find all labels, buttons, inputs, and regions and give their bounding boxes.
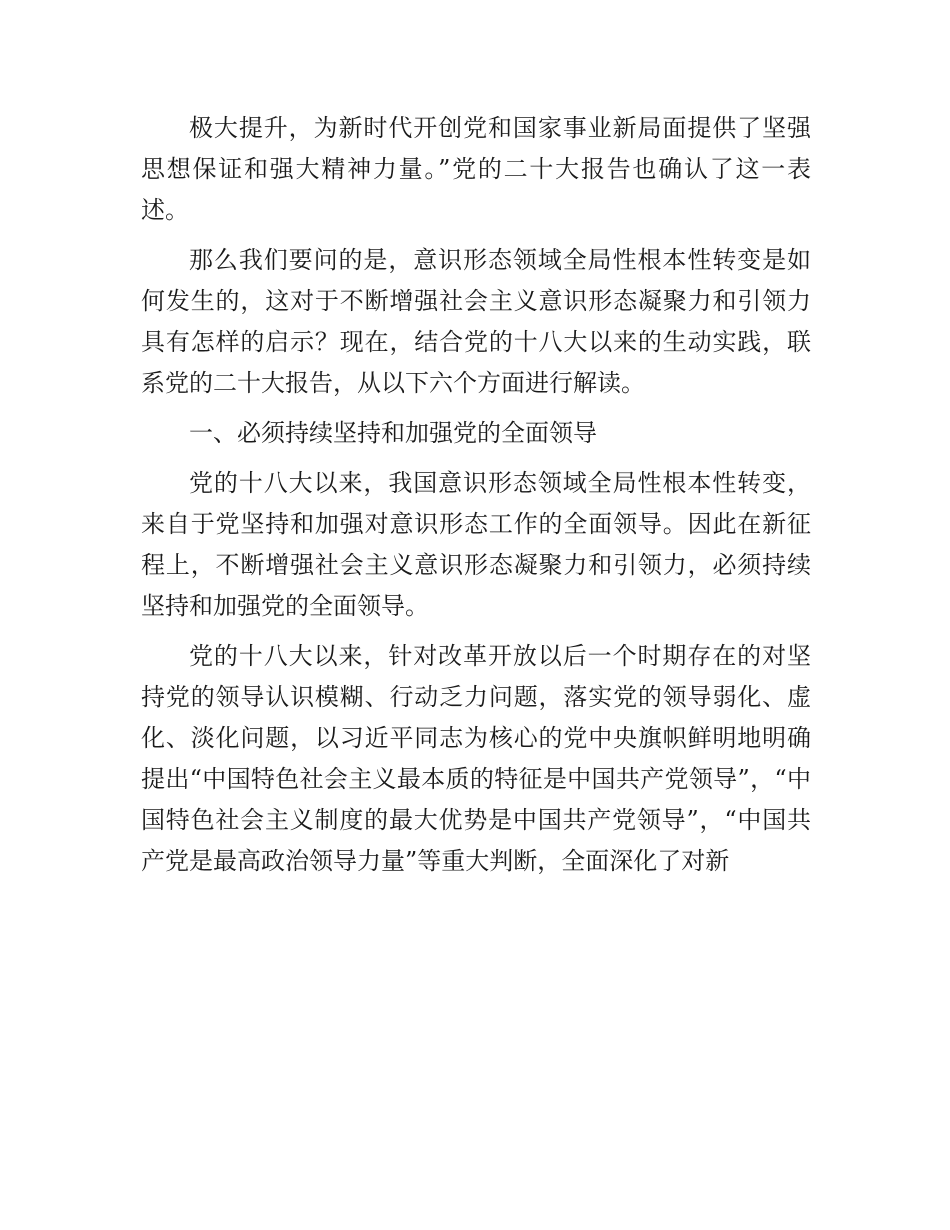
paragraph-1: 极大提升，为新时代开创党和国家事业新局面提供了坚强思想保证和强大精神力量。”党的二十大报告也确认了这一表述。 bbox=[141, 114, 811, 224]
paragraph-3: 党的十八大以来，我国意识形态领域全局性根本性转变，来自于党坚持和加强对意识形态工作的全面领导。因此在新征程上，不断增强社会主义意识形态凝聚力和引领力，必须持续坚持和加强党的全面领导。 bbox=[141, 469, 811, 620]
section-heading: 一、必须持续坚持和加强党的全面领导 bbox=[189, 419, 597, 447]
document-body bbox=[141, 108, 811, 882]
paragraph-2: 那么我们要问的是，意识形态领域全局性根本性转变是如何发生的，这对于不断增强社会主义意识形态凝聚力和引领力具有怎样的启示？现在，结合党的十八大以来的生动实践，联系党的二十大报告，从以下六个方面进行解读。 bbox=[141, 246, 811, 397]
paragraph-4: 党的十八大以来，针对改革开放以后一个时期存在的对坚持党的领导认识模糊、行动乏力问题，落实党的领导弱化、虚化、淡化问题，以习近平同志为核心的党中央旗帜鲜明地明确提出“中国特色社会主义最本质的特征是中国共产党领导”，“中国特色社会主义制度的最大优势是中国共产党领导”，“中国共产党是最高政治领导力量”等重大判断，全面深化了对新 bbox=[141, 642, 811, 875]
